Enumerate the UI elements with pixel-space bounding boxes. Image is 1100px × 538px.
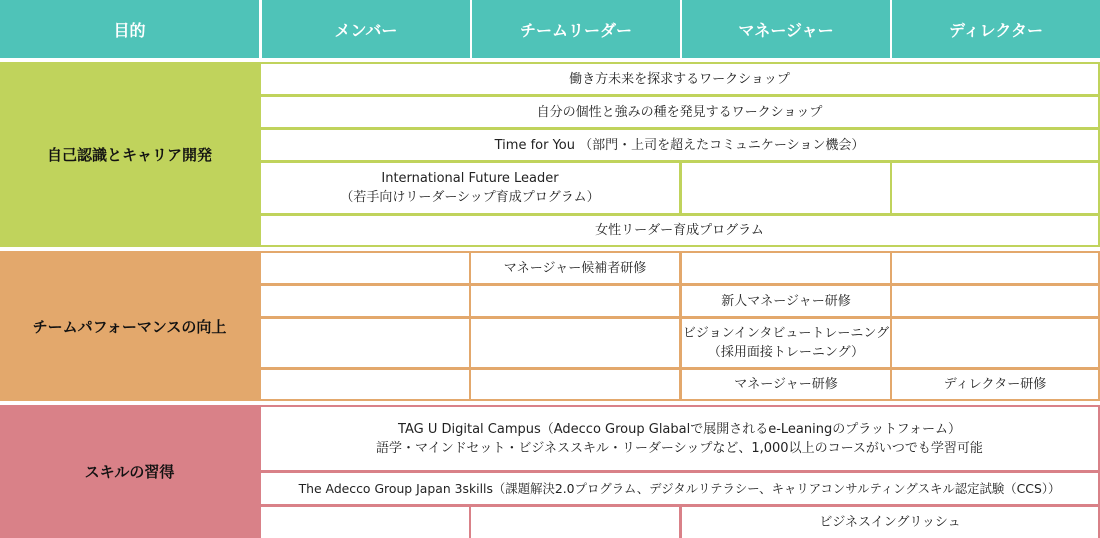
band-label-team-performance: チームパフォーマンスの向上: [32, 317, 227, 336]
empty-cell: [261, 370, 469, 399]
vision-line-1: ビジョンインタビュートレーニング: [682, 326, 890, 341]
program-women-leader: 女性リーダー育成プログラム: [261, 216, 1098, 245]
empty-cell: [892, 319, 1098, 367]
program-workstyle-workshop: 働き方未来を探求するワークショップ: [261, 64, 1098, 94]
empty-cell: [261, 319, 469, 367]
header-purpose: 目的: [0, 0, 259, 58]
empty-cell: [471, 286, 679, 316]
empty-cell: [471, 319, 679, 367]
header-team-leader: チームリーダー: [472, 0, 680, 58]
empty-cell: [682, 253, 890, 283]
empty-cell: [892, 286, 1098, 316]
tagu-line-2: 語学・マインドセット・ビジネススキル・リーダーシップなど、1,000以上のコースがいつでも学習可能: [376, 440, 983, 456]
program-manager-candidate: マネージャー候補者研修: [471, 253, 679, 283]
program-tag-u-digital-campus: [261, 407, 1098, 470]
program-3skills: The Adecco Group Japan 3skills（課題解決2.0プログラム、デジタルリテラシー、キャリアコンサルティングスキル認定試験（CCS））: [261, 473, 1098, 504]
program-time-for-you: Time for You （部門・上司を超えたコミュニケーション機会）: [261, 130, 1098, 160]
band-self-awareness: [0, 62, 1100, 247]
band-team-performance: [0, 251, 1100, 401]
empty-cell: [471, 370, 679, 399]
band-label-skills: スキルの習得: [84, 463, 175, 481]
empty-cell: [892, 253, 1098, 283]
header-member: メンバー: [262, 0, 470, 58]
header-row: [0, 0, 1100, 58]
program-vision-interview: [682, 319, 890, 367]
header-director: ディレクター: [892, 0, 1100, 58]
band-label-self-awareness: 自己認識とキャリア開発: [46, 146, 212, 164]
tagu-line-1: TAG U Digital Campus（Adecco Group Glabalで展開されるe-Leaningのプラットフォーム）: [398, 421, 961, 437]
empty-cell: [261, 286, 469, 316]
program-new-manager: 新人マネージャー研修: [682, 286, 890, 316]
ifl-line-2: （若手向けリーダーシップ育成プログラム）: [340, 190, 600, 205]
empty-cell: [682, 163, 890, 213]
program-manager-training: マネージャー研修: [682, 370, 890, 399]
ifl-line-1: International Future Leader: [381, 171, 559, 186]
empty-cell: [261, 253, 469, 283]
empty-cell: [892, 163, 1098, 213]
program-business-english: ビジネスイングリッシュ: [682, 507, 1098, 538]
program-international-future-leader: [261, 163, 679, 213]
band-skills: [0, 405, 1100, 538]
empty-cell: [471, 507, 679, 538]
empty-cell: [261, 507, 469, 538]
vision-line-2: （採用面接トレーニング）: [707, 345, 865, 360]
header-manager: マネージャー: [682, 0, 890, 58]
program-strengths-workshop: 自分の個性と強みの種を発見するワークショップ: [261, 97, 1098, 127]
program-director-training: ディレクター研修: [892, 370, 1098, 399]
